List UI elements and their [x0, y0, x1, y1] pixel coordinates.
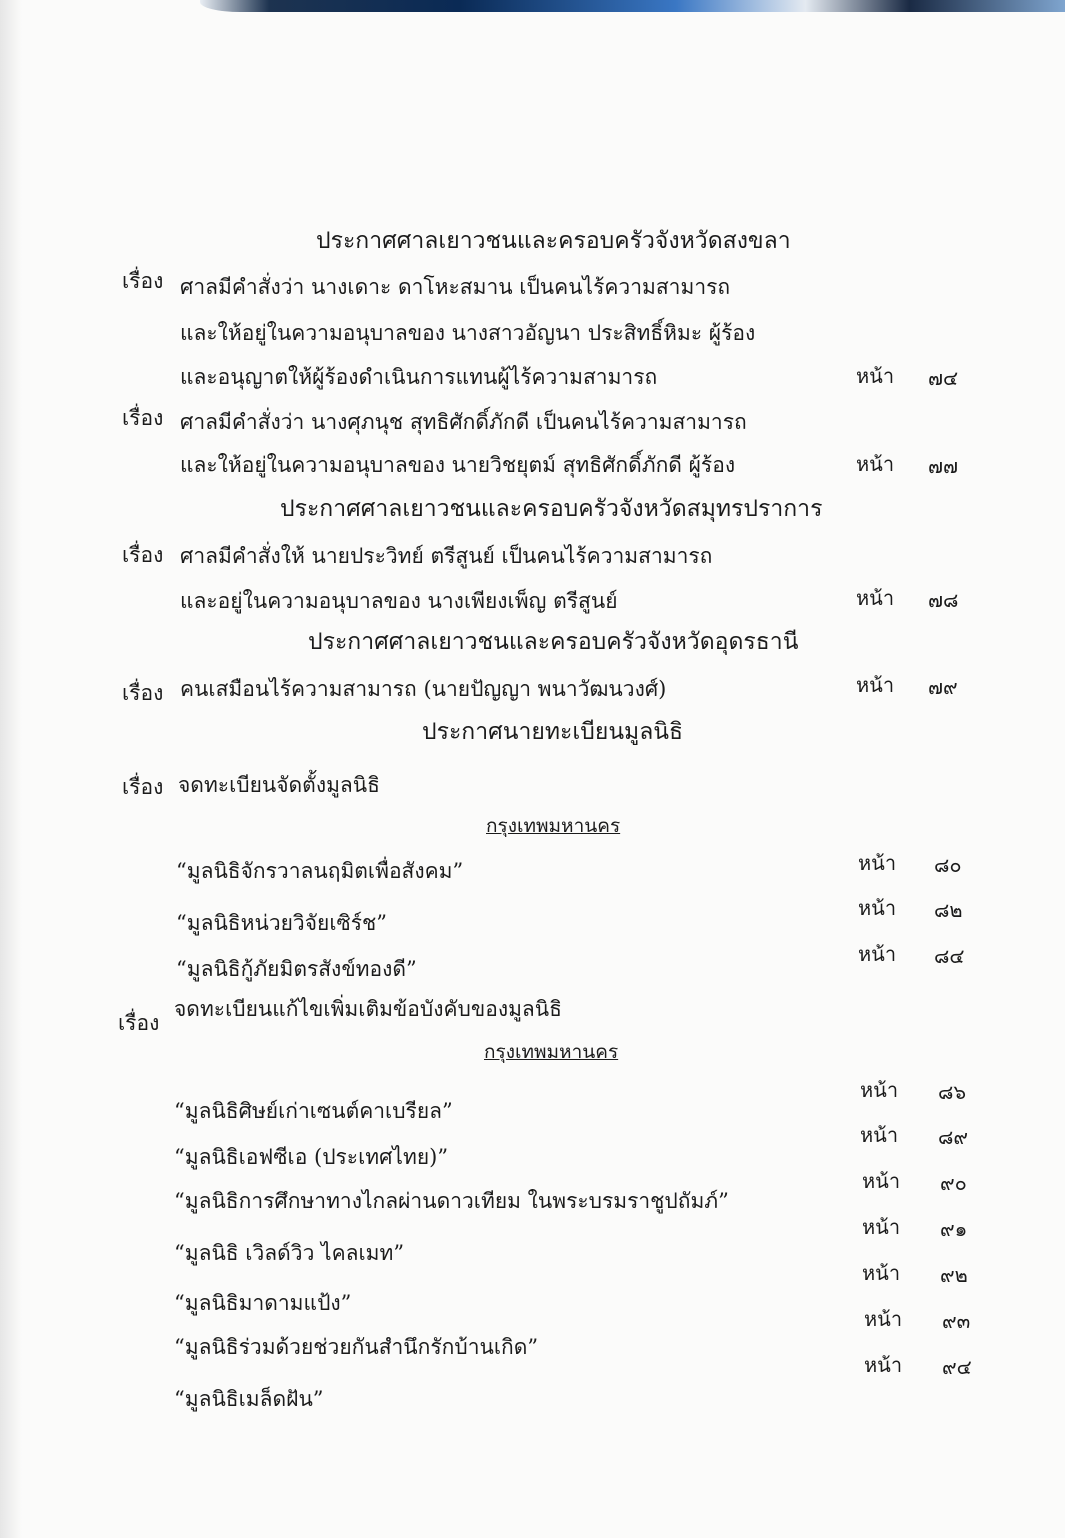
toc-line: ศาลมีคำสั่งว่า นางเดาะ ดาโหะสมาน เป็นคนไร้ความสามารถ [180, 275, 731, 299]
foundation-item: “มูลนิธิ เวิลด์วิว ไคลเมท” [174, 1241, 405, 1265]
page-label: หน้า [858, 851, 897, 875]
page-label: หน้า [856, 452, 895, 476]
toc-line: จดทะเบียนแก้ไขเพิ่มเติมข้อบังคับของมูลนิธิ [174, 997, 562, 1021]
toc-line: และอยู่ในความอนุบาลของ นางเพียงเพ็ญ ตรีสูนย์ [180, 589, 618, 613]
subject-label: เรื่อง [122, 775, 164, 799]
top-image-strip [200, 0, 1065, 12]
foundation-item: “มูลนิธิหน่วยวิจัยเซิร์ช” [176, 911, 388, 935]
foundation-item: “มูลนิธิการศึกษาทางไกลผ่านดาวเทียม ในพระบรมราชูปถัมภ์” [174, 1189, 729, 1213]
toc-line: และให้อยู่ในความอนุบาลของ นายวิชยุตม์ สุทธิศักดิ์ภักดี ผู้ร้อง [180, 453, 736, 477]
page-label: หน้า [860, 1078, 899, 1102]
page-label: หน้า [862, 1169, 901, 1193]
page-number: ๘๙ [938, 1125, 969, 1149]
page-number: ๙๒ [940, 1263, 968, 1287]
foundation-item: “มูลนิธิเอฟซีเอ (ประเทศไทย)” [174, 1145, 449, 1169]
page-label: หน้า [860, 1123, 899, 1147]
toc-line: และอนุญาตให้ผู้ร้องดำเนินการแทนผู้ไร้ความสามารถ [180, 365, 658, 389]
toc-line: คนเสมือนไร้ความสามารถ (นายปัญญา พนาวัฒนวงศ์) [180, 677, 667, 701]
toc-line: และให้อยู่ในความอนุบาลของ นางสาวอัญนา ประสิทธิ์หิมะ ผู้ร้อง [180, 321, 756, 345]
foundation-item: “มูลนิธิศิษย์เก่าเซนต์คาเบรียล” [174, 1099, 453, 1123]
page-number: ๗๘ [928, 588, 959, 612]
section-heading-foundation-registrar: ประกาศนายทะเบียนมูลนิธิ [422, 719, 684, 745]
page-number: ๗๔ [928, 366, 959, 390]
page-number: ๙๓ [942, 1309, 971, 1333]
page-number: ๙๐ [940, 1171, 967, 1195]
foundation-item: “มูลนิธิกู้ภัยมิตรสังข์ทองดี” [176, 957, 417, 981]
toc-line: ศาลมีคำสั่งให้ นายประวิทย์ ตรีสูนย์ เป็นคนไร้ความสามารถ [180, 544, 713, 568]
foundation-item: “มูลนิธิมาดามแป้ง” [174, 1291, 352, 1315]
toc-line: จดทะเบียนจัดตั้งมูลนิธิ [178, 773, 380, 797]
page-number: ๙๑ [940, 1217, 968, 1241]
subject-label: เรื่อง [122, 269, 164, 293]
page-number: ๘๔ [934, 944, 965, 968]
section-heading-samutprakan: ประกาศศาลเยาวชนและครอบครัวจังหวัดสมุทรปราการ [280, 496, 823, 522]
page-label: หน้า [858, 896, 897, 920]
page-number: ๗๗ [928, 454, 959, 478]
page-label: หน้า [864, 1307, 903, 1331]
page-label: หน้า [862, 1261, 901, 1285]
page-label: หน้า [856, 586, 895, 610]
page-number: ๙๔ [942, 1355, 972, 1379]
page-number: ๘๒ [934, 898, 963, 922]
page-label: หน้า [858, 942, 897, 966]
page-edge-shadow [0, 0, 22, 1538]
page-label: หน้า [856, 673, 895, 697]
province-subheading: กรุงเทพมหานคร [484, 1041, 619, 1063]
page-number: ๗๙ [928, 675, 958, 699]
page-label: หน้า [856, 364, 895, 388]
subject-label: เรื่อง [122, 681, 164, 705]
province-subheading: กรุงเทพมหานคร [486, 815, 621, 837]
subject-label: เรื่อง [122, 543, 164, 567]
foundation-item: “มูลนิธิจักรวาลนฤมิตเพื่อสังคม” [176, 859, 464, 883]
page-number: ๘๖ [938, 1080, 967, 1104]
section-heading-songkhla: ประกาศศาลเยาวชนและครอบครัวจังหวัดสงขลา [316, 228, 791, 254]
subject-label: เรื่อง [122, 406, 164, 430]
page-number: ๘๐ [934, 853, 962, 877]
subject-label: เรื่อง [118, 1011, 160, 1035]
toc-line: ศาลมีคำสั่งว่า นางศุภนุช สุทธิศักดิ์ภักดี เป็นคนไร้ความสามารถ [180, 410, 747, 434]
foundation-item: “มูลนิธิร่วมด้วยช่วยกันสำนึกรักบ้านเกิด” [174, 1335, 539, 1359]
section-heading-udonthani: ประกาศศาลเยาวชนและครอบครัวจังหวัดอุดรธานี [308, 629, 799, 655]
page-label: หน้า [864, 1353, 903, 1377]
page-label: หน้า [862, 1215, 901, 1239]
foundation-item: “มูลนิธิเมล็ดฝัน” [174, 1387, 324, 1411]
